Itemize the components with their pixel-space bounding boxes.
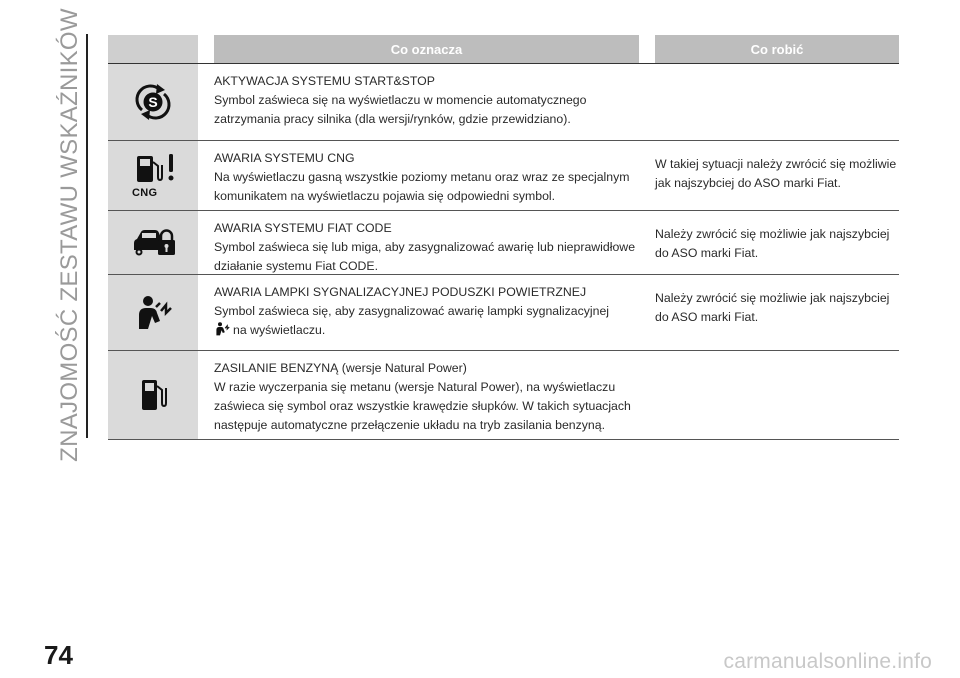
svg-text:S: S (148, 94, 158, 110)
icon-cell (108, 141, 198, 210)
table-row (108, 141, 899, 211)
header-icon-column (108, 35, 198, 63)
row-description: Na wyświetlaczu gasną wszystkie poziomy metanu oraz wraz ze specjalnym komunikatem na wyświetlaczu pojawia się odpowiedni symbol. (214, 170, 630, 203)
row-description: W razie wyczerpania się metanu (wersje Natural Power), na wyświetlaczu zaświeca się symbol oraz wszystkie krawędzie słupków. W takich sytuacjach następuje automatyczne przełączenie układu na tryb zasilania benzyną. (214, 380, 631, 432)
cng-icon-wrap (127, 150, 179, 202)
row-title: AWARIA SYSTEMU FIAT CODE (214, 221, 392, 235)
row-description: Symbol zaświeca się, aby zasygnalizować awarię lampki sygnalizacyjnej (214, 304, 610, 318)
page-number: 74 (44, 640, 73, 670)
row-title: AWARIA LAMPKI SYGNALIZACYJNEJ PODUSZKI POWIETRZNEJ (214, 285, 587, 299)
side-section-title: ZNAJOMOŚĆ ZESTAWU WSKAŹNIKÓW (55, 8, 83, 462)
action-cell (639, 351, 899, 439)
header-meaning: Co oznacza (214, 35, 639, 63)
row-description-tail (214, 321, 639, 340)
row-description: Symbol zaświeca się lub miga, aby zasygnalizować awarię lub nieprawidłowe działanie systemu Fiat CODE. (214, 240, 636, 273)
action-cell: Należy zwrócić się możliwie jak najszybciej do ASO marki Fiat. (655, 227, 890, 260)
table-row (108, 64, 899, 141)
action-cell (639, 64, 899, 140)
action-cell: Należy zwrócić się możliwie jak najszybciej do ASO marki Fiat. (655, 291, 890, 324)
side-rule (86, 34, 88, 438)
description-cell (198, 64, 639, 140)
table-row (108, 351, 899, 440)
action-cell: W takiej sytuacji należy zwrócić się możliwie jak najszybciej do ASO marki Fiat. (655, 157, 897, 190)
icon-cell (108, 64, 198, 140)
fuel-pump-icon (136, 376, 170, 414)
row-title: AKTYWACJA SYSTEMU START&STOP (214, 74, 435, 88)
warning-lights-table (108, 35, 899, 440)
airbag-inline-icon (214, 321, 230, 337)
fiat-code-icon (131, 228, 175, 258)
row-title: AWARIA SYSTEMU CNG (214, 151, 355, 165)
cng-fault-icon (127, 150, 179, 190)
icon-cell (108, 351, 198, 439)
description-cell (198, 351, 639, 439)
table-row (108, 275, 899, 351)
description-cell (198, 275, 639, 350)
description-cell (198, 211, 639, 274)
airbag-warning-icon (133, 293, 173, 333)
description-tail-text: na wyświetlaczu. (233, 323, 326, 337)
icon-cell (108, 275, 198, 350)
icon-cell (108, 211, 198, 274)
watermark: carmanualsonline.info (723, 650, 932, 673)
description-cell (198, 141, 639, 210)
start-stop-icon (133, 82, 173, 122)
table-header (108, 35, 899, 64)
header-action: Co robić (655, 35, 899, 63)
row-title: ZASILANIE BENZYNĄ (wersje Natural Power) (214, 361, 467, 375)
row-description: Symbol zaświeca się na wyświetlaczu w momencie automatycznego zatrzymania pracy silnika (dla wersji/rynków, gdzie przewidziano). (214, 93, 587, 126)
cng-icon-label: CNG (132, 186, 158, 199)
table-row (108, 211, 899, 275)
